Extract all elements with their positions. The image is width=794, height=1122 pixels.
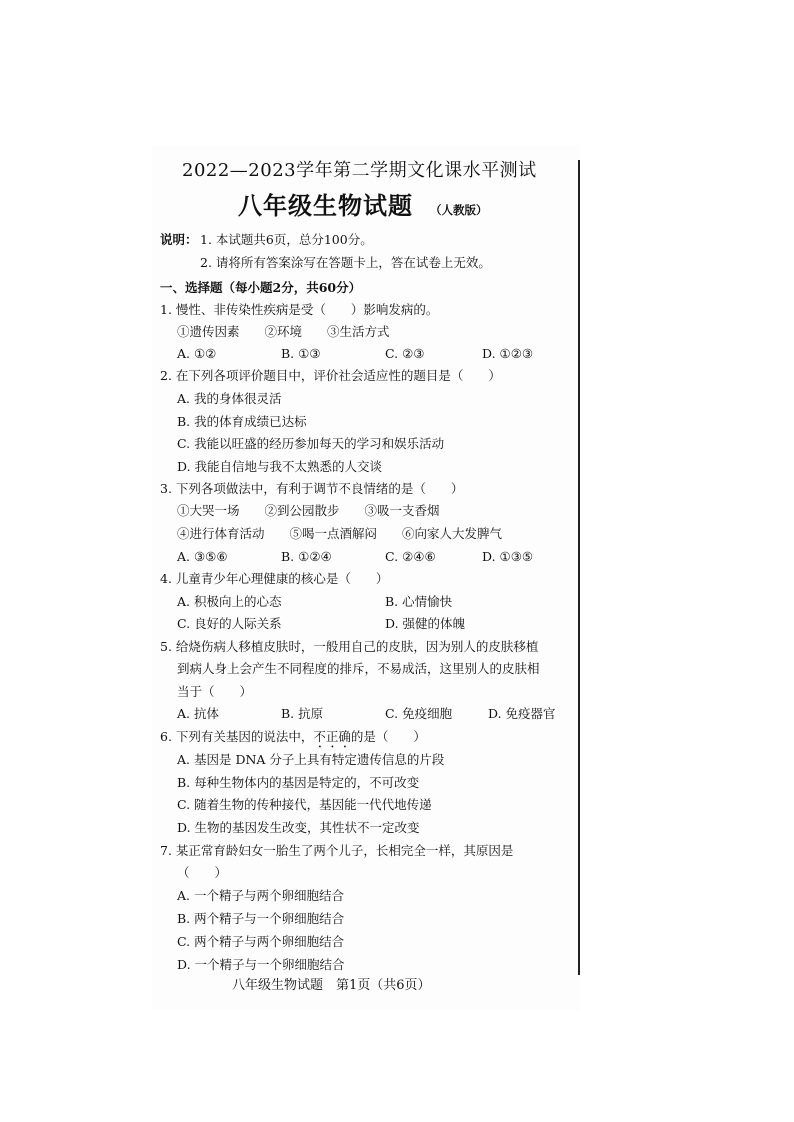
q5-stem-line-1: 5. 给烧伤病人移植皮肤时，一般用自己的皮肤，因为别人的皮肤移植 [160, 639, 539, 654]
q3-option-c: C. ②④⑥ [385, 549, 436, 564]
q2-option-b: B. 我的体育成绩已达标 [177, 414, 307, 429]
q5-stem-line-3: 当于（ ） [177, 684, 253, 699]
q4-option-c: C. 良好的人际关系 [177, 616, 282, 631]
q4-option-d: D. 强健的体魄 [385, 616, 466, 631]
q6-stem [160, 729, 426, 751]
notes-label: 说明： [160, 232, 198, 247]
q5-option-c: C. 免疫细胞 [385, 706, 453, 721]
subject-title: 八年级生物试题 [238, 191, 413, 220]
q5-option-b: B. 抗原 [281, 706, 324, 721]
q5-option-d: D. 免疫器官 [488, 706, 556, 721]
q7-stem-line-2: （ ） [177, 865, 228, 880]
q3-items-2: ④进行体育活动 ⑤喝一点酒解闷 ⑥向家人大发脾气 [177, 526, 503, 541]
q6-stem-pre: 6. 下列有关基因的说法中， [160, 729, 314, 744]
q1-items: ①遗传因素 ②环境 ③生活方式 [177, 324, 390, 339]
q6-option-d: D. 生物的基因发生改变，其性状不一定改变 [177, 820, 420, 835]
q1-option-a: A. ①② [177, 346, 217, 361]
q6-option-b: B. 每种生物体内的基因是特定的，不可改变 [177, 775, 420, 790]
note-2: 2. 请将所有答案涂写在答题卡上，答在试卷上无效。 [200, 255, 491, 270]
q4-stem: 4. 儿童青少年心理健康的核心是（ ） [160, 571, 389, 586]
q1-option-d: D. ①②③ [482, 346, 534, 361]
exam-title: 2022—2023学年第二学期文化课水平测试 [182, 160, 537, 181]
section-title: 一、选择题（每小题2分，共60分） [160, 280, 362, 295]
q6-stem-emphasis: 不正确 [313, 729, 351, 744]
q3-items-1: ①大哭一场 ②到公园散步 ③吸一支香烟 [177, 503, 440, 518]
q6-option-a: A. 基因是 DNA 分子上具有特定遗传信息的片段 [177, 752, 445, 767]
q7-stem-line-1: 7. 某正常育龄妇女一胎生了两个儿子，长相完全一样，其原因是 [160, 843, 514, 858]
q6-option-c: C. 随着生物的传种接代，基因能一代代地传递 [177, 797, 432, 812]
q7-option-c: C. 两个精子与两个卵细胞结合 [177, 934, 345, 949]
edition-label: （人教版） [430, 203, 488, 217]
q5-option-a: A. 抗体 [177, 706, 219, 721]
note-1: 1. 本试题共6页，总分100分。 [200, 232, 373, 247]
q1-stem: 1. 慢性、非传染性疾病是受（ ）影响发病的。 [160, 302, 439, 317]
q7-option-b: B. 两个精子与一个卵细胞结合 [177, 911, 345, 926]
q7-option-d: D. 一个精子与一个卵细胞结合 [177, 957, 345, 972]
q1-option-c: C. ②③ [385, 346, 425, 361]
binding-line [578, 160, 580, 975]
page-footer: 八年级生物试题 第1页（共6页） [232, 978, 431, 993]
q3-option-b: B. ①②④ [281, 549, 332, 564]
q3-stem: 3. 下列各项做法中，有利于调节不良情绪的是（ ） [160, 481, 464, 496]
q5-stem-line-2: 到病人身上会产生不同程度的排斥，不易成活，这里别人的皮肤相 [177, 661, 540, 676]
q1-option-b: B. ①③ [281, 346, 321, 361]
q7-option-a: A. 一个精子与两个卵细胞结合 [177, 888, 344, 903]
q4-option-b: B. 心情愉快 [385, 594, 453, 609]
q3-option-a: A. ③⑤⑥ [177, 549, 228, 564]
q2-option-c: C. 我能以旺盛的经历参加每天的学习和娱乐活动 [177, 436, 445, 451]
q2-option-a: A. 我的身体很灵活 [177, 391, 282, 406]
q4-option-a: A. 积极向上的心态 [177, 594, 282, 609]
q3-option-d: D. ①③⑤ [482, 549, 534, 564]
q6-stem-post: 的是（ ） [350, 729, 426, 744]
q2-stem: 2. 在下列各项评价题目中，评价社会适应性的题目是（ ） [160, 368, 501, 383]
q2-option-d: D. 我能自信地与我不太熟悉的人交谈 [177, 459, 383, 474]
